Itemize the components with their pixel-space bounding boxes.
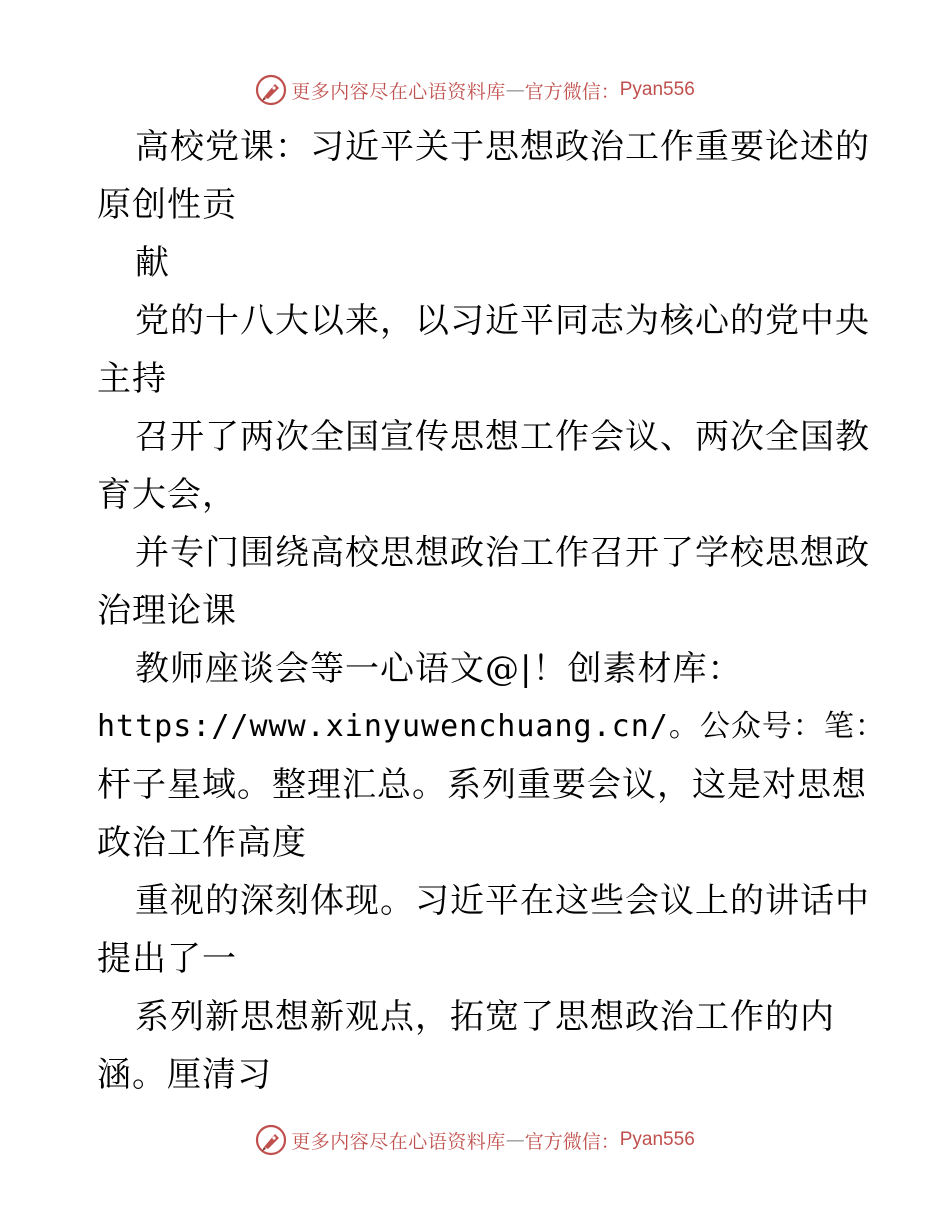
banner-separator: — — [505, 1129, 525, 1151]
banner-official-label: 官方微信： — [524, 80, 620, 103]
banner-text: 更多内容尽在心语资料库 — [291, 80, 506, 103]
doc-url-line: https://www.xinyuwenchuang.cn/。公众号：笔： — [97, 709, 886, 744]
banner-wechat-id: Pyan556 — [619, 79, 695, 100]
pen-nib-logo-icon — [255, 74, 287, 106]
doc-text-line: 重视的深刻体现。习近平在这些会议上的讲话中 — [135, 881, 870, 921]
doc-text-line: 政治工作高度 — [97, 823, 307, 863]
doc-text-line: 涵。厘清习 — [97, 1055, 272, 1095]
doc-text-line: 党的十八大以来，以习近平同志为核心的党中央 — [135, 301, 870, 341]
header-banner — [0, 70, 950, 110]
doc-text-line: 召开了两次全国宣传思想工作会议、两次全国教 — [135, 417, 870, 457]
banner-wechat-id: Pyan556 — [619, 1129, 695, 1150]
doc-text-line: 主持 — [97, 359, 167, 399]
banner-text: 更多内容尽在心语资料库 — [291, 1130, 506, 1153]
doc-text-line: 育大会， — [97, 475, 237, 515]
pen-nib-logo-icon — [255, 1124, 287, 1156]
doc-text-line: 并专门围绕高校思想政治工作召开了学校思想政 — [135, 533, 870, 573]
doc-title-line-3: 献 — [135, 243, 170, 283]
doc-text-line: 提出了一 — [97, 939, 237, 979]
document-body — [97, 118, 886, 1104]
footer-banner — [0, 1120, 950, 1160]
doc-text-line: 系列新思想新观点，拓宽了思想政治工作的内 — [135, 997, 835, 1037]
doc-title-line-2: 原创性贡 — [97, 185, 237, 225]
doc-text-line: 杆子星域。整理汇总。系列重要会议，这是对思想 — [97, 765, 867, 805]
doc-text-line: 治理论课 — [97, 591, 237, 631]
banner-official-label: 官方微信： — [524, 1130, 620, 1153]
doc-title-line-1: 高校党课：习近平关于思想政治工作重要论述的 — [135, 127, 870, 167]
doc-text-line: 教师座谈会等一心语文@|！创素材库： — [135, 649, 743, 689]
banner-separator: — — [505, 79, 525, 101]
